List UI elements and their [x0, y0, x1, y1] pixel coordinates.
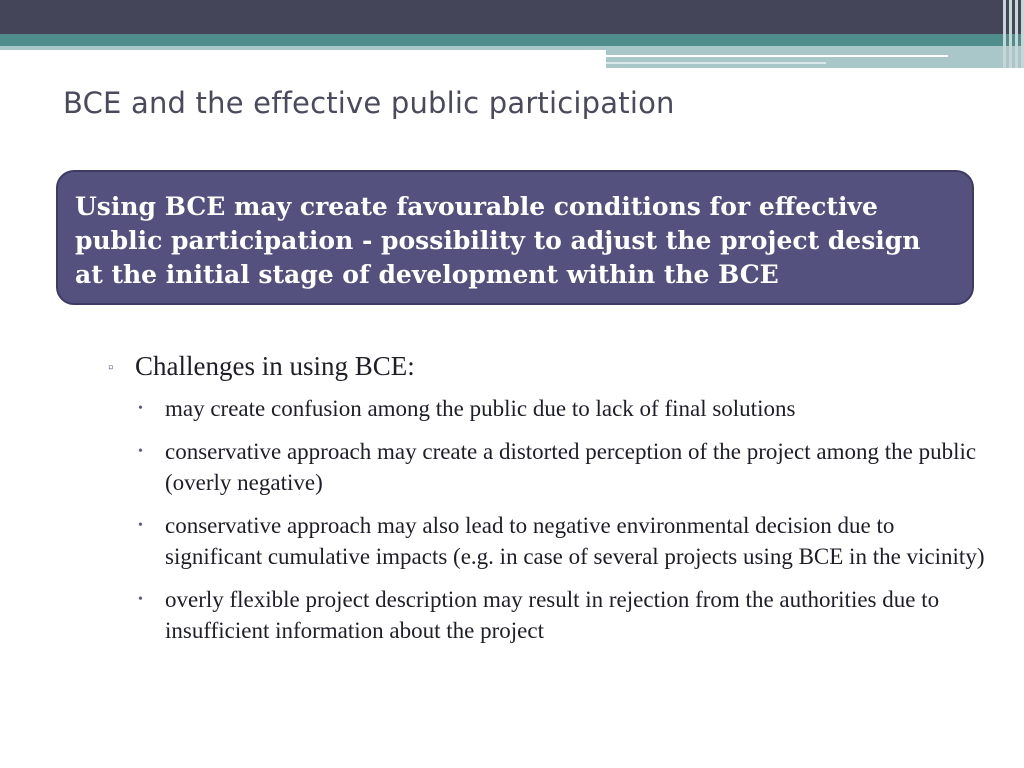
- header-band-dark: [0, 0, 1024, 34]
- challenges-list: [108, 348, 988, 658]
- stripe: [1009, 0, 1012, 68]
- list-item-level1: [108, 348, 988, 389]
- square-bullet-icon: ▫: [108, 360, 114, 376]
- list-item-text: overly flexible project description may result in rejection from the authorities due to insufficient information about the project: [165, 587, 940, 643]
- dot-bullet-icon: •: [138, 592, 143, 607]
- list-item: [138, 393, 988, 424]
- list-item-text: conservative approach may also lead to negative environmental decision due to significant cumulative impacts (e.g. in case of several projects using BCE in the vicinity): [165, 513, 985, 569]
- list-item-text: may create confusion among the public due to lack of final solutions: [165, 396, 796, 421]
- header-accent-line: [606, 55, 948, 57]
- header-band-teal: [0, 34, 1024, 46]
- challenges-heading: Challenges in using BCE:: [135, 351, 415, 381]
- header-band-light: [0, 46, 606, 50]
- list-item: [138, 584, 988, 646]
- stripe: [1003, 0, 1006, 68]
- dot-bullet-icon: •: [138, 401, 143, 416]
- header-accent-line: [606, 62, 826, 64]
- list-item-text: conservative approach may create a distorted perception of the project among the public (overly negative): [165, 439, 977, 495]
- stripe: [1015, 0, 1018, 68]
- callout-box: [56, 170, 974, 305]
- dot-bullet-icon: •: [138, 444, 143, 459]
- list-item: [138, 510, 988, 572]
- challenges-sublist: [138, 393, 988, 646]
- slide-title: BCE and the effective public participation: [63, 86, 675, 120]
- dot-bullet-icon: •: [138, 518, 143, 533]
- header-band-right: [606, 46, 1024, 68]
- list-item: [138, 436, 988, 498]
- callout-text: Using BCE may create favourable conditions for effective public participation - possibility to adjust the project design at the initial stage of development within the BCE: [75, 192, 921, 289]
- header-stripes: [994, 0, 1024, 68]
